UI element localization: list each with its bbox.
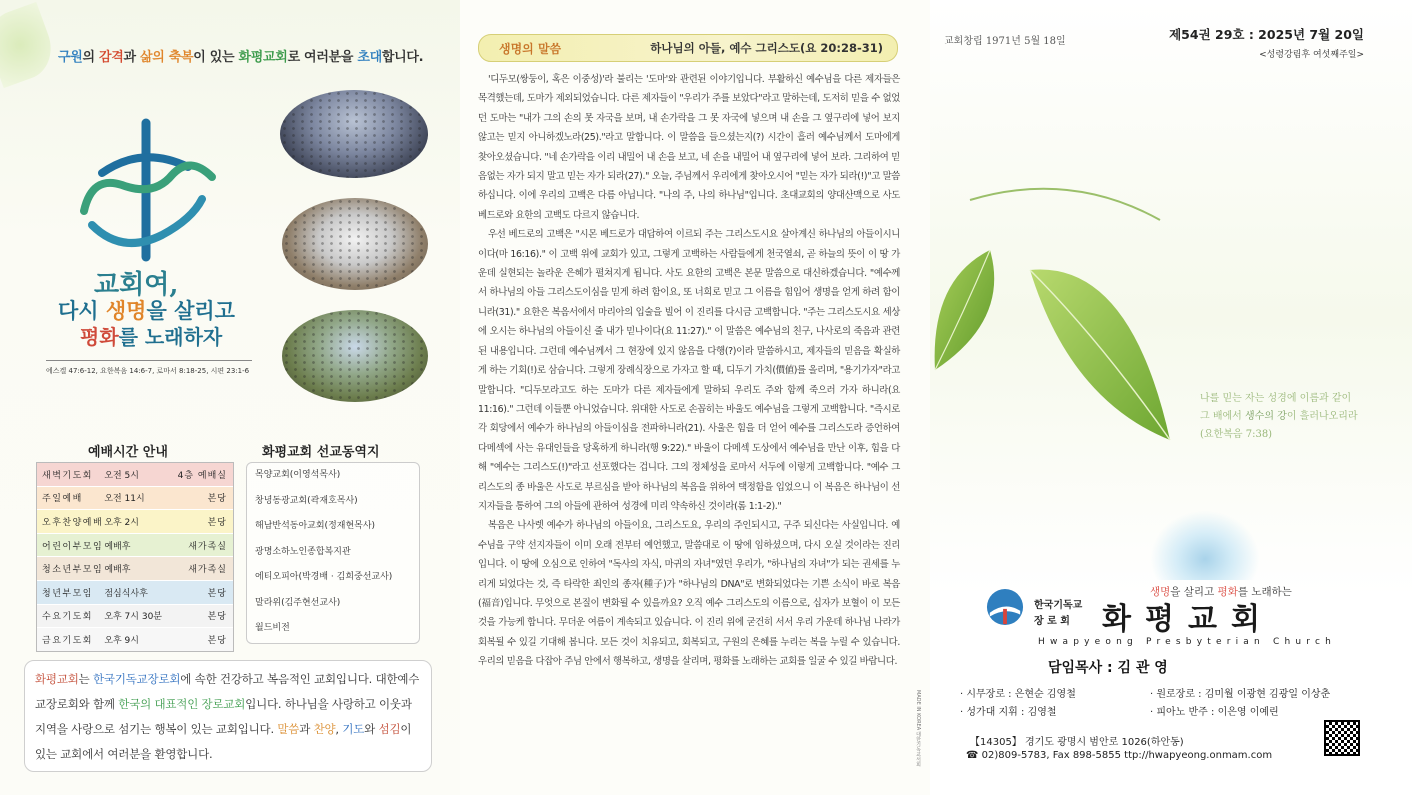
invite-text: 과	[123, 50, 141, 65]
worship-time-row	[37, 463, 233, 487]
about-text: ,	[335, 722, 343, 736]
worship-times-title: 예배시간 안내	[88, 445, 168, 460]
sermon-paragraph: 복음은 나사렛 예수가 하나님의 아들이요, 그리스도요, 우리의 주인되시고, 구주 되신다는 사실입니다. 예수님을 구약 선지자들이 이미 오래 전부터 예언했고, 말씀대로 이 땅에 임하셨으며, 다시 오실 것이라는 진리입니다. 이 땅에 오심으로 인하여 "독사의 자식, 마귀의 자녀"였던 우리가, "하나님의 자녀"가 되는 권세를 누리게 되었다는 것, 즉 타락한 죄인의 종자(種子)가 "하나님의 DNA"로 변화되었다는 기쁜 소식이 바로 복음(福音)입니다. 무엇으로 본질이 변화될 수 있을까요? 오직 예수 그리스도의 이름으로, 십자가 보혈이 이 모든 것을 가능케 합니다. 무더운 여름이 계속되고 있습니다. 이 진리 위에 굳건히 서서 우리 가운데 하나님 나라가 회복될 수 있길 기대해 봅니다. 모든 것이 치유되고, 회복되고, 구원의 은혜를 누리는 복을 누릴 수 있습니다. 우리의 믿음을 다잡아 주님 안에서 행복하고, 생명을 살리며, 평화를 노래하는 교회를 일굴 수 있길 바랍니다.	[478, 520, 900, 668]
printer-mark: MADE IN KOREA 대한기독교서회	[915, 690, 921, 767]
worship-place: 본당	[207, 494, 227, 505]
invite-text: 의	[82, 50, 100, 65]
invitation-line	[58, 46, 423, 65]
worship-time-row	[37, 557, 233, 581]
about-text: 이 있는 교회에서 여러분을 환영합니다.	[35, 722, 412, 761]
slogan-text: 를 노래하자	[118, 325, 223, 349]
sermon-panel	[460, 0, 930, 795]
tagline-text: 평화	[1217, 586, 1238, 598]
sermon-paragraph: '디두모(쌍둥이, 혹은 이중성)'라 불리는 '도마'와 관련된 이야기입니다. 부활하신 예수님을 다른 제자들은 목격했는데, 도마가 제외되었습니다. 다른 제자들이 "우리가 주를 보았다"라고 말하는데, 도저히 믿을 수 없었던 도마는 "내가 그의 손의 못 자국을 보며, 내 손가락을 그 못 자국에 넣으며 내 손을 그 옆구리에 넣어 보지 않고는 믿지 아니하겠노라(25)."라고 말합니다. 이 말씀을 들으셨는지(?) 시간이 흘러 예수님께서 도마에게 찾아오셨습니다. "네 손가락을 이리 내밀어 내 손을 보고, 네 손을 내밀어 내 옆구리에 넣어 보라. 그리하여 믿음없는 자가 되지 말고 믿는 자가 되라(27)." 오늘, 주님께서 우리에게 찾아오시어 "믿는 자가 되라(!)"고 말씀하십니다. 이에 우리의 고백은 다름 아닙니다. "나의 주, 나의 하나님"입니다. 초대교회의 양대산맥으로 사도 베드로와 요한의 고백도 다르지 않습니다.	[478, 74, 900, 221]
worship-name: 주일예배	[42, 494, 83, 505]
worship-time: 예배후	[104, 541, 131, 552]
church-introduction	[24, 660, 432, 772]
worship-time: 오후 9시	[104, 635, 139, 646]
mission-partner-item: 해남반석동아교회(정재현목사)	[255, 521, 376, 531]
worship-name: 금요기도회	[42, 635, 93, 646]
denomination-line: 장 로 회	[1034, 616, 1070, 627]
worship-place: 4층 예배실	[177, 470, 227, 481]
worship-place: 본당	[207, 517, 227, 528]
church-name-english: Hwapyeong Presbyterian Church	[1038, 637, 1337, 647]
about-text: 찬양	[313, 722, 336, 736]
tagline-text: 를 노래하는	[1237, 586, 1292, 598]
worship-time-row	[37, 510, 233, 534]
worship-time-row	[37, 628, 233, 651]
mission-partner-item: 목양교회(이영석목사)	[255, 470, 341, 480]
about-text: 와	[364, 722, 379, 736]
worship-place: 새가족실	[188, 541, 227, 552]
about-text: 는	[78, 672, 94, 686]
sermon-label: 생명의 말씀	[499, 42, 562, 56]
mission-partner-item: 말라위(김주현선교사)	[255, 597, 341, 608]
mission-partners-title: 화평교회 선교동역지	[262, 445, 380, 460]
invite-word: 구원	[58, 50, 83, 65]
church-name: 화평교회	[1102, 602, 1274, 637]
staff-emeritus-elders: · 원로장로 : 김미월 이광현 김광일 이상춘	[1150, 689, 1331, 700]
about-text: 한국기독교장로회	[93, 672, 181, 686]
water-drop-icon	[1150, 510, 1260, 580]
slogan-line-1: 교회여,	[94, 270, 179, 300]
invite-word: 삶의 축복	[140, 50, 194, 65]
liturgical-sunday: <성령강림후 여섯째주일>	[1259, 50, 1364, 60]
invite-text: 합니다.	[381, 50, 424, 65]
worship-place: 본당	[207, 588, 227, 599]
leaves-icon	[930, 180, 1230, 480]
mission-partner-item: 월드비전	[255, 623, 290, 633]
theme-scripture: 에스겔 47:6-12, 요한복음 14:6-7, 로마서 8:18-25, 시편 23:1-6	[46, 367, 250, 375]
worship-time-row	[37, 581, 233, 605]
worship-time: 오전 5시	[104, 470, 139, 481]
mission-partner-item: 광명소하노인종합복지관	[255, 546, 351, 557]
left-panel	[0, 0, 460, 795]
senior-pastor: 담임목사 : 김 관 영	[1048, 660, 1168, 676]
worship-time-row	[37, 605, 233, 629]
staff-pianists: · 피아노 반주 : 이은영 이예린	[1150, 707, 1279, 718]
bible-verse	[1200, 390, 1390, 444]
slogan-word-life: 생명	[105, 298, 147, 323]
worship-place: 새가족실	[188, 565, 227, 576]
outdoor-group-photo	[282, 310, 428, 402]
cover-panel	[930, 0, 1412, 795]
denomination-logo-icon	[986, 588, 1024, 626]
invite-word: 화평교회	[238, 50, 288, 65]
worship-place: 본당	[207, 612, 227, 623]
divider	[46, 360, 252, 361]
worship-name: 청소년부모임	[42, 565, 104, 576]
worship-name: 오후찬양예배	[42, 517, 104, 528]
church-address: 【14305】 경기도 광명시 범안로 1026(하안동)	[970, 737, 1184, 748]
worship-time: 오전 11시	[104, 494, 145, 505]
founding-date: 교회창립 1971년 5월 18일	[944, 36, 1066, 47]
slogan-text: 을 살리고	[146, 298, 235, 323]
mission-partners-list	[246, 462, 420, 644]
sermon-title: 하나님의 아들, 예수 그리스도(요 20:28-31)	[650, 41, 883, 55]
congregation-photo	[280, 90, 428, 178]
worship-time: 오후 7시 30분	[104, 612, 162, 623]
church-contact: ☎ 02)809-5783, Fax 898-5855 ttp://hwapyeong.onmam.com	[966, 750, 1273, 761]
denomination-name	[1034, 598, 1082, 630]
invite-word: 초대	[357, 50, 382, 65]
invite-word: 감격	[99, 50, 124, 65]
staff-elders: · 시무장로 : 은현순 김영철	[960, 689, 1076, 700]
theme-slogan	[58, 272, 258, 350]
invite-text: 로 여러분을	[287, 50, 358, 65]
worship-place: 본당	[207, 635, 227, 646]
worship-time-row	[37, 487, 233, 511]
worship-time: 점심식사후	[104, 588, 148, 599]
about-text: 섬김	[378, 722, 401, 736]
verse-text: 그 배에서	[1200, 411, 1245, 422]
tagline-text: 을 살리고	[1170, 586, 1218, 598]
invite-text: 이 있는	[193, 50, 239, 65]
worship-name: 청년부모임	[42, 588, 93, 599]
cross-logo-icon	[62, 115, 222, 265]
about-text: 입니다. 하나님을 사랑하고 이웃과 지역을 사랑으로 섬기는 행복이 있는 교회입니다.	[35, 697, 412, 736]
slogan-text: 다시	[58, 298, 106, 323]
about-text: 한국의 대표적인 장로교회	[118, 697, 246, 711]
worship-name: 수요기도회	[42, 612, 93, 623]
about-text: 과	[299, 722, 314, 736]
issue-number: 제54권 29호 : 2025년 7월 20일	[1169, 27, 1364, 42]
about-text: 에 속한 건강하고 복음적인 교회입니다. 대한예수교장로회와 함께	[35, 672, 420, 711]
about-text: 말씀	[277, 722, 300, 736]
sermon-body	[478, 70, 900, 672]
verse-text: 이 흘러나오리라	[1286, 411, 1358, 422]
worship-time: 오후 2시	[104, 517, 139, 528]
choir-photo	[282, 198, 428, 290]
worship-name: 새벽기도회	[42, 470, 93, 481]
denomination-line: 한국기독교	[1034, 600, 1083, 611]
verse-text: 생수의 강	[1245, 411, 1287, 422]
mission-partner-item: 에티오피아(박경배 · 김희중선교사)	[255, 572, 393, 582]
about-text: 화평교회	[35, 672, 79, 686]
verse-reference: (요한복음 7:38)	[1200, 429, 1273, 440]
tagline-text: 생명	[1150, 586, 1171, 598]
leaf-decoration	[0, 2, 60, 88]
verse-line	[1200, 408, 1390, 426]
verse-line: 나를 믿는 자는 성경에 이름과 같이	[1200, 393, 1352, 404]
sermon-header	[478, 34, 898, 62]
qr-code-icon[interactable]	[1324, 720, 1360, 756]
worship-time-row	[37, 534, 233, 558]
sermon-paragraph: 우선 베드로의 고백은 "시몬 베드로가 대답하여 이르되 주는 그리스도시요 살아계신 하나님의 아들이시니이다(마 16:16)." 이 고백 위에 교회가 있고, 그렇게 고백하는 사람들에게 천국열쇠, 곧 하늘의 뜻이 이 땅 가운데 실현되는 놀라운 은혜가 펼쳐지게 됩니다. 사도 요한의 고백은 본문 말씀으로 대신하겠습니다. "예수께서 하나님의 아들 그리스도이심을 믿게 하려 함이요, 또 너희로 믿고 그 이름을 힘입어 생명을 얻게 하려 함이니라(31)." 요한은 복음서에서 마리아의 입술을 빌어 이 진리를 다시금 고백합니다. "주는 그리스도시요 세상에 오시는 하나님의 아들이신 줄 내가 믿나이다(요 11:27)." 이 말씀은 예수님의 친구, 나사로의 죽음과 관련된 내용입니다. 그런데 예수님께서 그 현장에 있지 않음을 다행(?)이라 말씀하시고, 제자들의 믿음을 확실하게 하는 기회(!)로 삼습니다. 그렇게 장례식장으로 가자고 할 때, 디두기 가치(價値)를 올리며, "용기가자"라고 말합니다. "디두모라고도 하는 도마가 다른 제자들에게 말하되 우리도 주와 함께 죽으러 가자 하니라(요 11:16)." 그런데 이들뿐 아니었습니다. 위대한 사도로 손꼽히는 바울도 예수님을 그렇게 고백합니다. "즉시로 각 회당에서 예수가 하나님의 아들이심을 전파하니라(21). 사울은 힘을 더 얻어 예수를 그리스도라 증언하여 다메섹에 사는 유대인들을 당혹하게 하니라(행 9:22)." 바울이 다메섹 도상에서 예수님을 만난 이후, 힘을 다해 "예수는 그리스도(!)"라고 선포했다는 겁니다. 그의 정체성을 로마서 서두에 이렇게 고백합니다. "예수 그리스도의 종 바울은 사도로 부르심을 받아 하나님의 복음을 위하여 택정함을 입었으니 이 복음은 하나님이 선지자들을 통하여 그의 아들에 관하여 성경에 미리 약속하신 것이라(롬 1:1-2)."	[478, 229, 900, 512]
worship-time: 예배후	[104, 565, 131, 576]
staff-choir-conductor: · 성가대 지휘 : 김영철	[960, 707, 1057, 718]
about-text: 기도	[342, 722, 365, 736]
worship-name: 어린이부모임	[42, 541, 104, 552]
slogan-line-3	[80, 324, 258, 350]
mission-partner-item: 창녕동광교회(곽재호목사)	[255, 495, 358, 506]
slogan-word-peace: 평화	[80, 325, 119, 349]
worship-times-table	[36, 462, 234, 652]
slogan-line-2	[58, 298, 258, 324]
